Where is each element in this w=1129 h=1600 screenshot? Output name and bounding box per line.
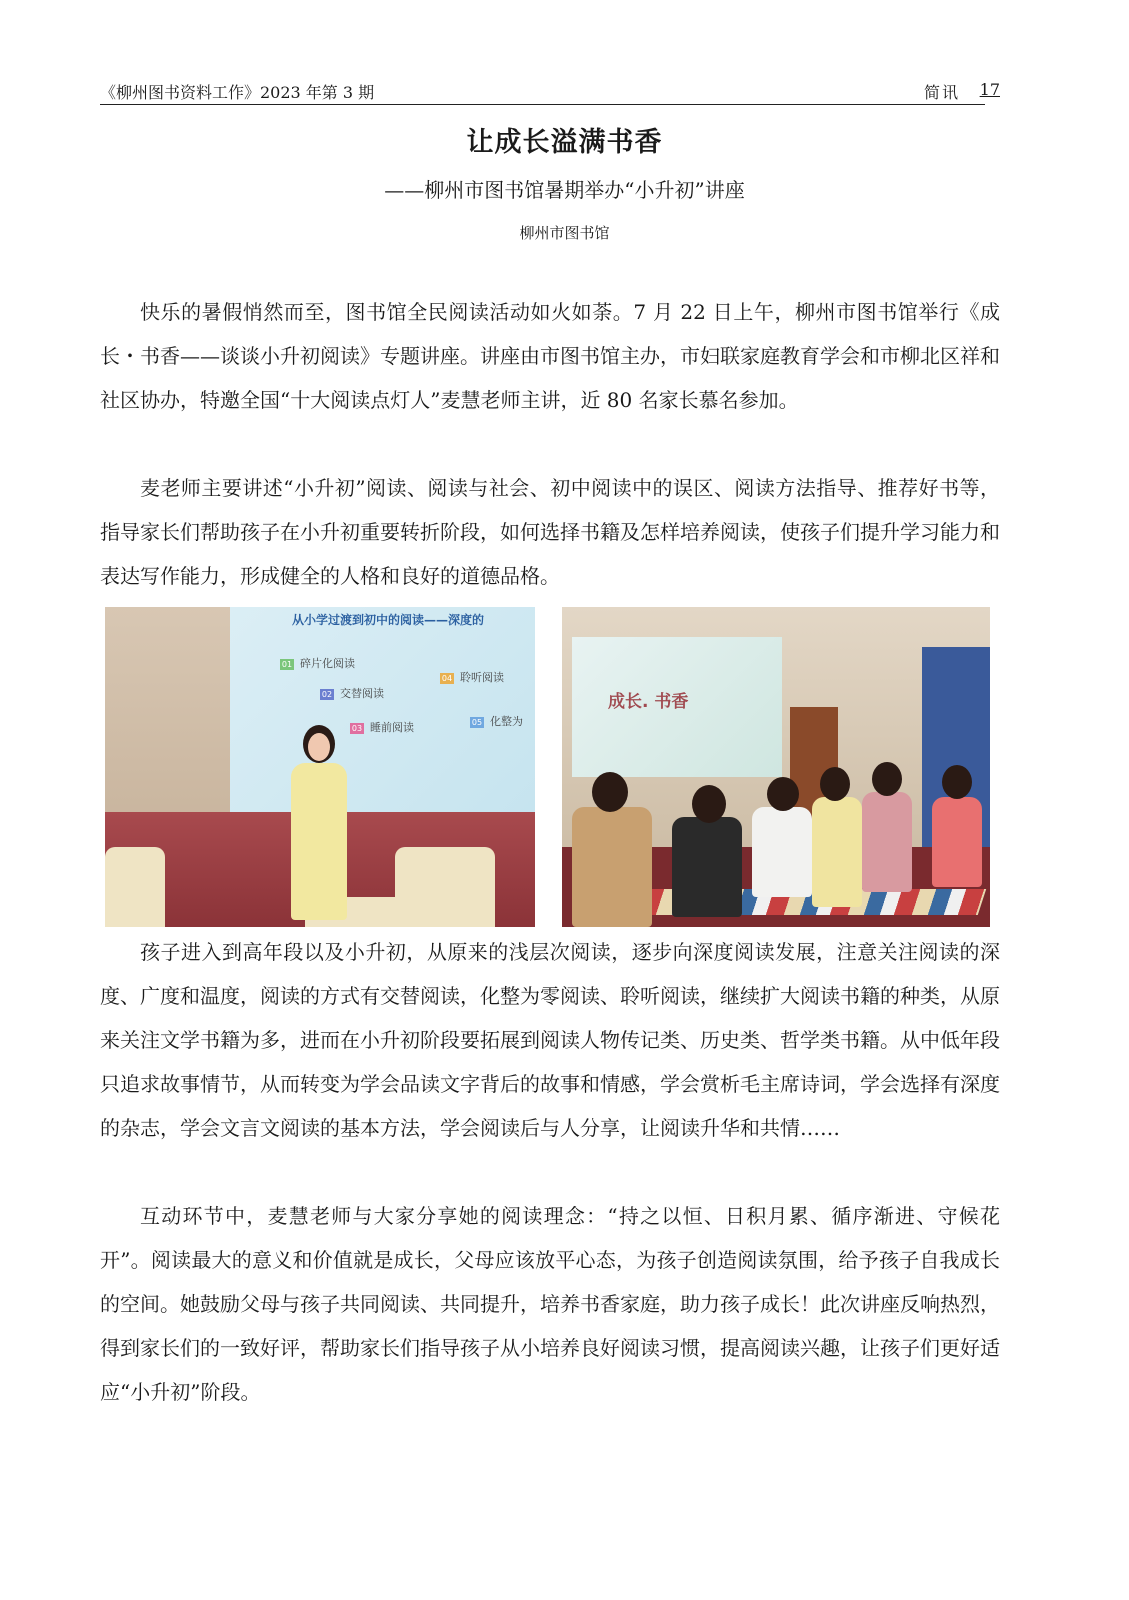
journal-title: 《柳州图书资料工作》2023 年第 3 期 [100,83,375,102]
header-rule [100,104,985,105]
slide-item: 01 碎片化阅读 [281,657,355,670]
article-title: 让成长溢满书香 [466,127,663,158]
slide-item: 05 化整为 [471,715,523,728]
slide-title: 成长. 书香 [608,692,689,712]
chair [105,847,165,927]
book-browsing-photo [562,607,990,927]
page-header [100,76,1000,106]
projection-screen [230,607,535,812]
page-number: 17 [979,80,1000,99]
paragraph-3: 孩子进入到高年段以及小升初，从原来的浅层次阅读，逐步向深度阅读发展，注意关注阅读的深度、广度和温度，阅读的方式有交替阅读，化整为零阅读、聆听阅读，继续扩大阅读书籍的种类，从原来关注文学书籍为多，进而在小升初阶段要拓展到阅读人物传记类、历史类、哲学类书籍。从中低年段只追求故事情节，从而转变为学会品读文字背后的故事和情感，学会赏析毛主席诗词，学会选择有深度的杂志，学会文言文阅读的基本方法，学会阅读后与人分享，让阅读升华和共情…… [100,940,1000,1140]
lecture-photo [105,607,535,927]
projection-screen [572,637,782,777]
visitor-figure [932,797,982,887]
visitor-figure [812,797,862,907]
slide-title: 从小学过渡到初中的阅读——深度的 [292,613,485,627]
visitor-figure [572,807,652,927]
paragraph-2: 麦老师主要讲述“小升初”阅读、阅读与社会、初中阅读中的误区、阅读方法指导、推荐好书等，指导家长们帮助孩子在小升初重要转折阶段，如何选择书籍及怎样培养阅读，使孩子们提升学习能力和表达写作能力，形成健全的人格和良好的道德品格。 [100,476,1000,588]
slide-item: 02 交替阅读 [321,687,384,700]
paragraph-4: 互动环节中，麦慧老师与大家分享她的阅读理念：“持之以恒、日积月累、循序渐进、守候花开”。阅读最大的意义和价值就是成长，父母应该放平心态，为孩子创造阅读氛围，给予孩子自我成长的空间。她鼓励父母与孩子共同阅读、共同提升，培养书香家庭，助力孩子成长！此次讲座反响热烈，得到家长们的一致好评，帮助家长们指导孩子从小培养良好阅读习惯，提高阅读兴趣，让孩子们更好适应“小升初”阶段。 [100,1204,1000,1404]
article-author: 柳州市图书馆 [519,224,610,242]
section-label: 简讯 [923,83,960,102]
paragraph-1: 快乐的暑假悄然而至，图书馆全民阅读活动如火如荼。7 月 22 日上午，柳州市图书馆举行《成长・书香——谈谈小升初阅读》专题讲座。讲座由市图书馆主办，市妇联家庭教育学会和市柳北区祥和社区协办，特邀全国“十大阅读点灯人”麦慧老师主讲，近 80 名家长慕名参加。 [100,300,1000,412]
visitor-figure [752,807,812,897]
slide-item: 04 聆听阅读 [441,671,504,684]
slide-item: 03 睡前阅读 [351,721,414,734]
visitor-figure [672,817,742,917]
article-subtitle: ——柳州市图书馆暑期举办“小升初”讲座 [384,178,745,202]
speaker-figure [283,725,353,920]
visitor-figure [862,792,912,892]
